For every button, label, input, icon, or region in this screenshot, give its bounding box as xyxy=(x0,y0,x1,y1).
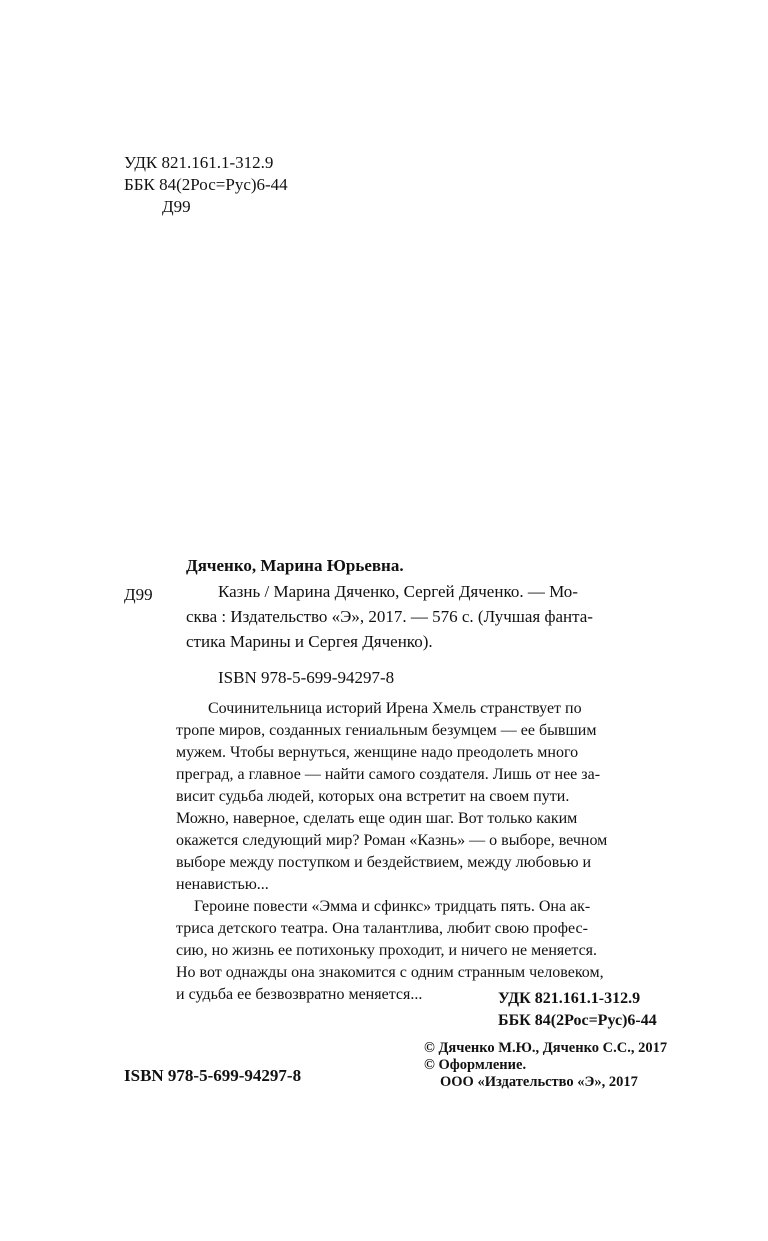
isbn-bottom: ISBN 978-5-699-94297-8 xyxy=(124,1066,302,1085)
copyright-publisher: ООО «Издательство «Э», 2017 xyxy=(440,1074,638,1090)
annotation-line: Сочинительница историй Ирена Хмель странствует по xyxy=(208,700,582,717)
annotation-line: ненавистью... xyxy=(176,876,269,893)
annotation-line: сию, но жизнь ее потихоньку проходит, и ничего не меняется. xyxy=(176,942,598,959)
catalog-isbn: ISBN 978-5-699-94297-8 xyxy=(218,668,395,687)
annotation-line: Но вот однажды она знакомится с одним странным человеком, xyxy=(176,964,604,981)
annotation-line: преград, а главное — найти самого создателя. Лишь от нее за- xyxy=(176,766,601,783)
catalog-line-1: Казнь / Марина Дяченко, Сергей Дяченко. — Мо- xyxy=(218,582,578,601)
catalog-line-3: стика Марины и Сергея Дяченко). xyxy=(186,632,433,651)
annotation-line: мужем. Чтобы вернуться, женщине надо преодолеть много xyxy=(176,744,579,761)
annotation-line: Героине повести «Эмма и сфинкс» тридцать пять. Она ак- xyxy=(194,898,591,915)
bbk-code: ББК 84(2Рос=Рус)6-44 xyxy=(124,175,288,194)
annotation-line: окажется следующий мир? Роман «Казнь» — о выборе, вечном xyxy=(176,832,608,849)
margin-author-mark: Д99 xyxy=(124,585,153,604)
author-mark: Д99 xyxy=(162,197,191,216)
annotation-line: и судьба ее безвозвратно меняется... xyxy=(176,986,423,1003)
annotation-line: тропе миров, созданных гениальным безумцем — ее бывшим xyxy=(176,722,597,739)
annotation-udk: УДК 821.161.1-312.9 xyxy=(498,990,641,1007)
author-heading: Дяченко, Марина Юрьевна. xyxy=(186,556,404,575)
annotation-bbk: ББК 84(2Рос=Рус)6-44 xyxy=(498,1012,657,1029)
copyright-design: © Оформление. xyxy=(424,1057,527,1073)
annotation-line: Можно, наверное, сделать еще один шаг. Вот только каким xyxy=(176,810,578,827)
copyright-authors: © Дяченко М.Ю., Дяченко С.С., 2017 xyxy=(424,1040,668,1056)
udk-code: УДК 821.161.1-312.9 xyxy=(124,153,274,172)
annotation-line: триса детского театра. Она талантлива, любит свою профес- xyxy=(176,920,588,937)
annotation-line: выборе между поступком и бездействием, между любовью и xyxy=(176,854,592,871)
annotation-line: висит судьба людей, которых она встретит на своем пути. xyxy=(176,788,570,805)
catalog-line-2: сква : Издательство «Э», 2017. — 576 с. (Лучшая фанта- xyxy=(186,607,593,626)
